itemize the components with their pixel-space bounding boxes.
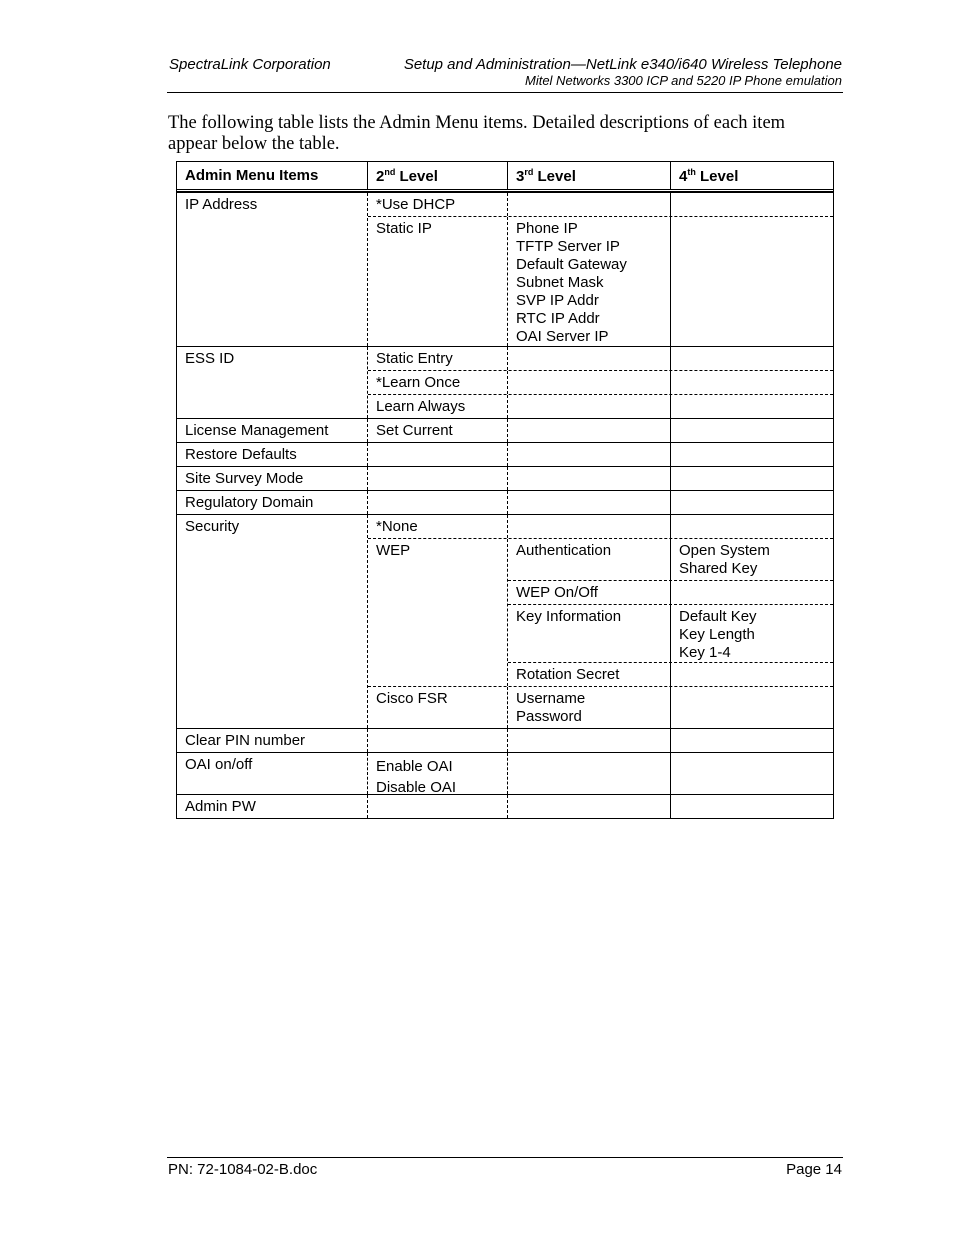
item-regulatory-domain: Regulatory Domain — [177, 491, 368, 514]
list-item: RTC IP Addr — [516, 310, 600, 327]
table-row — [368, 370, 833, 394]
l4-key-list — [671, 605, 833, 662]
admin-menu-table — [176, 161, 834, 819]
group-security — [177, 514, 833, 728]
group-domain — [177, 490, 833, 514]
item-ip-address: IP Address — [177, 193, 368, 346]
l2-cisco-fsr: Cisco FSR — [368, 687, 508, 728]
l3-rotation-secret: Rotation Secret — [508, 663, 671, 686]
l2-wep: WEP — [368, 539, 508, 686]
list-item: Password — [516, 708, 582, 725]
table-row — [368, 686, 833, 728]
list-item: Open System — [679, 542, 770, 559]
list-item: Username — [516, 690, 586, 707]
intro-paragraph: The following table lists the Admin Menu items. Detailed descriptions of each item appear below the table. — [168, 113, 786, 154]
table-header-row — [177, 162, 833, 192]
list-item: SVP IP Addr — [516, 292, 599, 309]
list-item: Disable OAI — [376, 779, 457, 796]
item-oai-onoff: OAI on/off — [177, 753, 368, 794]
l2-none: *None — [368, 515, 508, 538]
header-title: Setup and Administration—NetLink e340/i640 Wireless Telephone — [403, 56, 842, 73]
l3-static-ip-list — [508, 217, 671, 346]
l2-learn-always: Learn Always — [368, 395, 508, 418]
table-row — [368, 394, 833, 418]
header-admin-menu-items: Admin Menu Items — [177, 162, 368, 189]
footer-rule — [167, 1157, 843, 1158]
item-license-management: License Management — [177, 419, 368, 442]
group-oai — [177, 752, 833, 794]
l2-oai-list — [368, 753, 508, 794]
l2-static-ip: Static IP — [368, 217, 508, 346]
l3-key-information: Key Information — [508, 605, 671, 662]
group-license — [177, 418, 833, 442]
l2-use-dhcp: *Use DHCP — [368, 193, 508, 216]
l2-set-current: Set Current — [368, 419, 508, 442]
item-admin-pw: Admin PW — [177, 795, 368, 818]
list-item: Subnet Mask — [516, 274, 604, 291]
l4-auth-list — [671, 539, 833, 580]
item-clear-pin-number: Clear PIN number — [177, 729, 368, 752]
l3-cisco-list — [508, 687, 671, 728]
table-row — [368, 216, 833, 346]
list-item: Default Gateway — [516, 256, 627, 273]
header-3rd-level: 3rd Level — [508, 162, 671, 189]
footer-part-number: PN: 72-1084-02-B.doc — [168, 1161, 318, 1178]
list-item: Default Key — [679, 608, 757, 625]
item-site-survey-mode: Site Survey Mode — [177, 467, 368, 490]
item-security: Security — [177, 515, 368, 728]
list-item: Key 1-4 — [679, 644, 731, 661]
list-item: Phone IP — [516, 220, 578, 237]
table-row — [368, 347, 833, 370]
item-ess-id: ESS ID — [177, 347, 368, 418]
header-company: SpectraLink Corporation — [169, 56, 331, 73]
header-title-block — [404, 56, 842, 89]
l3-authentication: Authentication — [508, 539, 671, 580]
header-subtitle: Mitel Networks 3300 ICP and 5220 IP Phone emulation — [525, 73, 842, 88]
header-rule — [167, 92, 843, 93]
l3-wep-onoff: WEP On/Off — [508, 581, 671, 604]
group-admin-pw — [177, 794, 833, 818]
footer-page-number: Page 14 — [786, 1161, 842, 1178]
l2-learn-once: *Learn Once — [368, 371, 508, 394]
list-item: Enable OAI — [376, 758, 453, 775]
item-restore-defaults: Restore Defaults — [177, 443, 368, 466]
group-restore — [177, 442, 833, 466]
header-4th-level: 4th Level — [679, 167, 739, 185]
group-clear-pin — [177, 728, 833, 752]
group-ess-id — [177, 346, 833, 418]
list-item: Shared Key — [679, 560, 758, 577]
l2-static-entry: Static Entry — [368, 347, 508, 370]
table-row — [368, 515, 833, 538]
group-ip-address — [177, 192, 833, 346]
table-row — [368, 193, 833, 216]
table-row — [368, 538, 833, 686]
group-survey — [177, 466, 833, 490]
list-item: TFTP Server IP — [516, 238, 620, 255]
list-item: Key Length — [679, 626, 755, 643]
list-item: OAI Server IP — [516, 328, 609, 345]
header-2nd-level: 2nd Level — [368, 162, 508, 189]
